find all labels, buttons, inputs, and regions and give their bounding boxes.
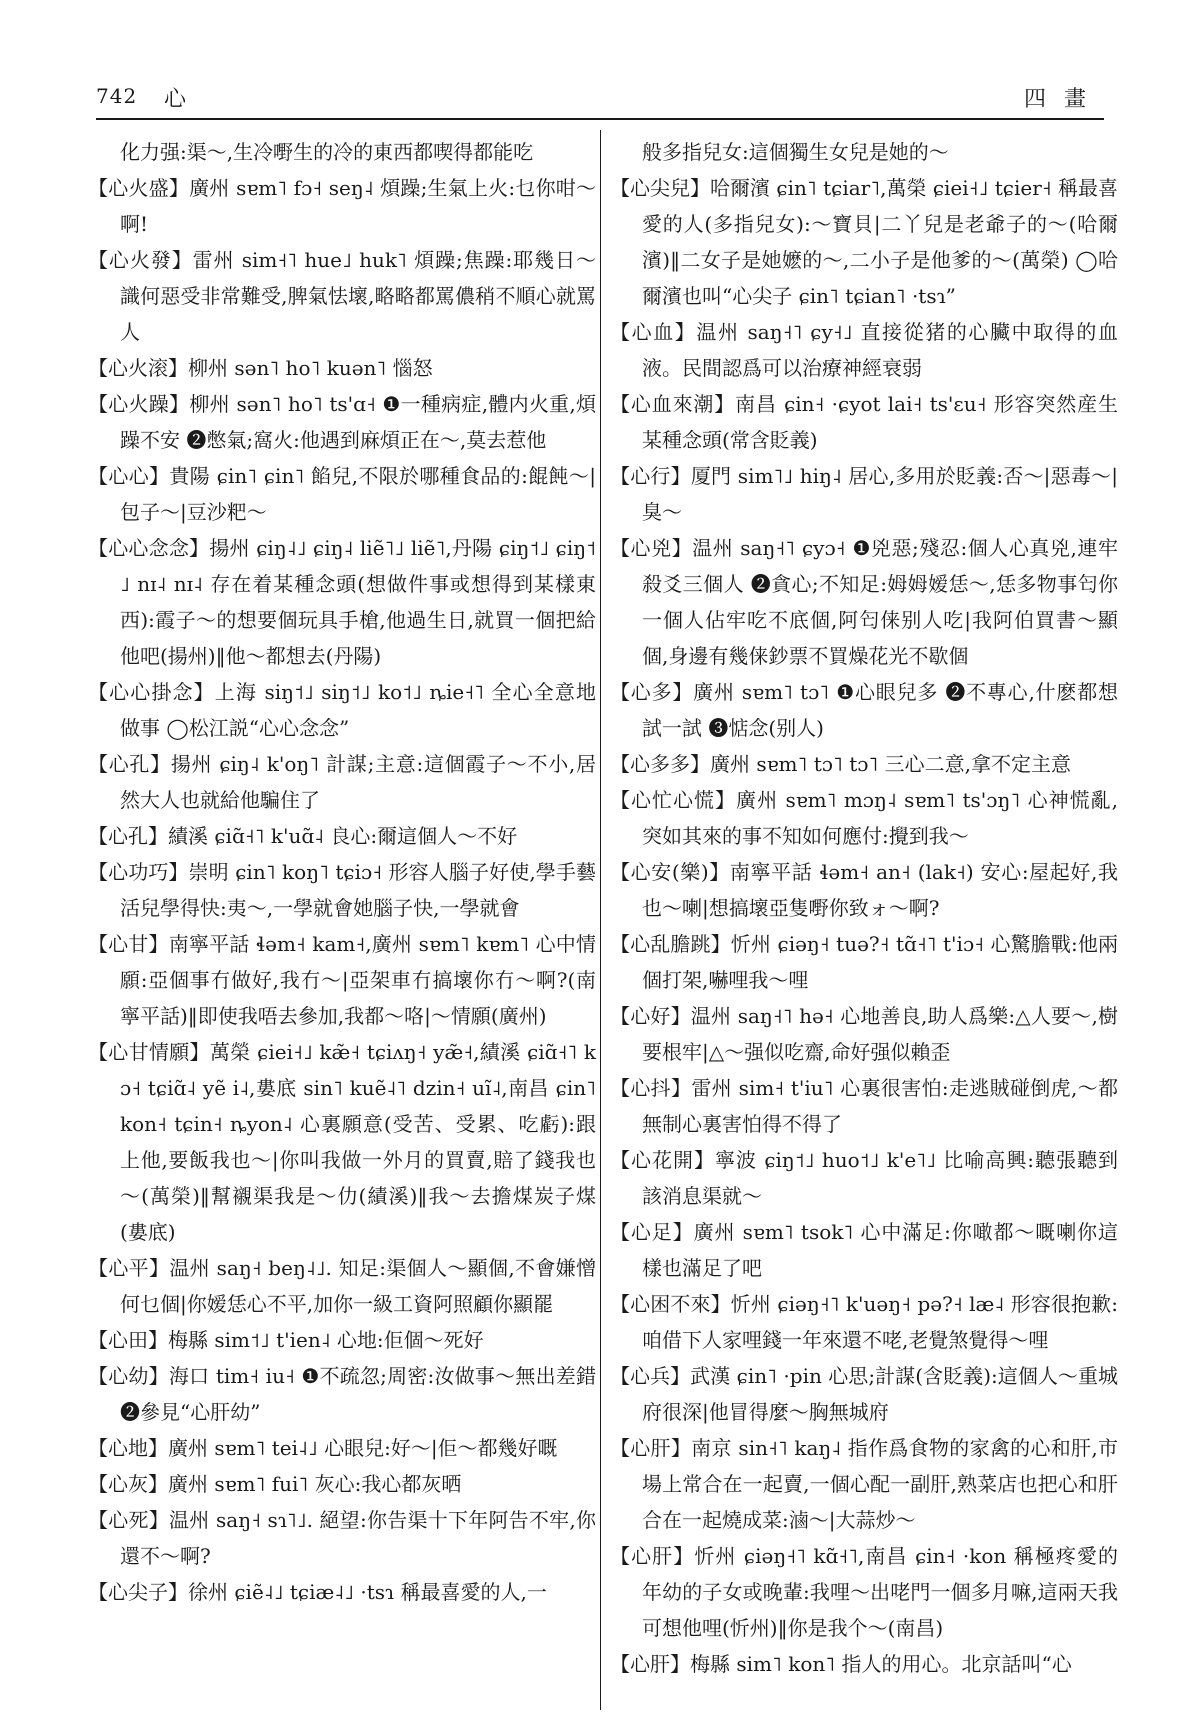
dictionary-entry: 【心肝】南京 sin˧˥ kaŋ˨ 指作爲食物的家禽的心和肝,市場上常合在一起賣,一個心配一副肝,熟菜店也把心和肝合在一起燒成菜:滷～|大蒜炒～	[610, 1436, 1118, 1532]
dictionary-entry: 【心尖兒】哈爾濱 ɕin˥ tɕiar˥,萬榮 ɕiei˧˩ tɕier˧ 稱最喜愛的人(多指兒女):～寶貝|二丫兒是老爺子的～(哈爾濱)‖二女子是她嬷的～,二小子是他爹的～(萬榮) ◯哈爾濱也叫“心尖子 ɕin˥ tɕian˥ ·tsɿ”	[610, 176, 1118, 308]
dictionary-entry: 【心多多】廣州 sɐm˥ tɔ˥ tɔ˥ 三心二意,拿不定主意	[610, 752, 1072, 776]
dictionary-entry: 般多指兒女:這個獨生女兒是她的～	[642, 140, 949, 164]
dictionary-entry: 【心肝】忻州 ɕiəŋ˧˥ kɑ̃˧˥,南昌 ɕin˧ ·kon 稱極疼愛的年幼的子女或晚輩:我哩～出咾門一個多月嘛,這兩天我可想他哩(忻州)‖你是我个～(南昌)	[610, 1544, 1118, 1640]
dictionary-entry: 【心抖】雷州 sim˧ t'iu˥ 心裏很害怕:走逃賊碰倒虎,～都無制心裏害怕得不得了	[610, 1076, 1118, 1136]
dictionary-entry: 【心忙心慌】廣州 sɐm˥ mɔŋ˨ sɐm˥ ts'ɔŋ˥ 心神慌亂,突如其來的事不知如何應付:攪到我～	[610, 788, 1118, 848]
dictionary-entry: 【心兇】温州 saŋ˧˥ ɕyɔ˧ ❶兇惡;殘忍:個人心真兇,連牢殺爻三個人 ❷貪心;不知足:姆姆嫒恁～,恁多物事匄你一個人佔牢吃不底個,阿匄俫别人吃|我阿伯買書～顯個,身邊有幾俫鈔票不買燥花光不歇個	[610, 536, 1118, 668]
dictionary-entry: 【心功巧】崇明 ɕin˥ koŋ˥ tɕiɔ˧ 形容人腦子好使,學手藝活兒學得快:夷～,一學就會她腦子快,一學就會	[88, 860, 596, 920]
dictionary-entry: 【心灰】廣州 sɐm˥ fui˥ 灰心:我心都灰晒	[88, 1472, 462, 1496]
column-divider	[600, 130, 601, 1710]
dictionary-entry: 【心乱膽跳】忻州 ɕiəŋ˧ tuə?˧ tɑ̃˧˥ t'iɔ˧ 心驚膽戰:他兩個打架,嚇哩我～哩	[610, 932, 1118, 992]
dictionary-entry: 【心困不來】忻州 ɕiəŋ˧˥ k'uəŋ˧ pə?˧ læ˨ 形容很抱歉:咱借下人家哩錢一年來還不咾,老覺煞覺得～哩	[610, 1292, 1118, 1352]
dictionary-entry: 【心安(樂)】南寧平話 ɬəm˧ an˧ (lak˧) 安心:屋起好,我也～喇|想搞壞亞隻嘢你致ォ～啊?	[610, 860, 1118, 920]
dictionary-entry: 【心肝】梅縣 sim˥ kon˥ 指人的用心。北京話叫“心	[610, 1652, 1072, 1676]
right-column	[610, 134, 1118, 1682]
dictionary-entry: 【心地】廣州 sɐm˥ tei˨˩ 心眼兒:好～|佢～都幾好嘅	[88, 1436, 558, 1460]
dictionary-entry: 【心血】温州 saŋ˧˥ ɕy˧˩ 直接從猪的心臟中取得的血液。民間認爲可以治療神經衰弱	[610, 320, 1118, 380]
dictionary-entry: 【心血來潮】南昌 ɕin˧ ·ɕyot lai˧ ts'ɛu˧ 形容突然産生某種念頭(常含貶義)	[610, 392, 1118, 452]
dictionary-entry: 【心心念念】揚州 ɕiŋ˨˩ ɕiŋ˨ liẽ˥˩ liẽ˥,丹陽 ɕiŋ˦˩ ɕiŋ˦˩ nɪ˨ nɪ˨ 存在着某種念頭(想做件事或想得到某樣東西):霞子～的想要個玩具手槍,他過生日,就買一個把給他吧(揚州)‖他～都想去(丹陽)	[88, 536, 596, 668]
section-title: 四畫	[1023, 87, 1104, 112]
dictionary-entry: 【心火滚】柳州 sən˥ ho˥ kuən˥ 惱怒	[88, 356, 433, 380]
dictionary-entry: 【心心】貴陽 ɕin˥ ɕin˥ 餡兒,不限於哪種食品的:餛飩～|包子～|豆沙粑～	[88, 464, 596, 524]
page-number: 742	[96, 84, 138, 108]
page-header	[96, 78, 1104, 118]
left-column	[88, 134, 596, 1610]
dictionary-entry: 【心花開】寧波 ɕiŋ˦˩ huo˦˩ k'e˥˩ 比喻高興:聽張聽到該消息渠就～	[610, 1148, 1118, 1208]
dictionary-entry: 【心火盛】廣州 sɐm˥ fɔ˧ seŋ˨ 煩躁;生氣上火:乜你咁～啊!	[88, 176, 596, 236]
dictionary-entry: 【心足】廣州 sɐm˥ tsok˥ 心中滿足:你噉都～嘅喇你這樣也滿足了吧	[610, 1220, 1118, 1280]
dictionary-entry: 【心平】温州 saŋ˧ beŋ˨˩. 知足:渠個人～顯個,不會嫌憎何乜個|你嫒恁心不平,加你一級工資阿照顧你顯罷	[88, 1256, 596, 1316]
dictionary-entry: 【心甘情願】萬榮 ɕiei˧˩ kæ̃˧ tɕiʌŋ˧ yæ̃˧,績溪 ɕiɑ̃˧˥ kɔ˧ tɕiɑ̃˨ yẽ i˨,婁底 sin˥ kuẽ˨˥ dzin˧ uĩ˨,南昌 ɕin˥ kon˧ tɕin˧ ȵyon˨ 心裏願意(受苦、受累、吃虧):跟上他,要飯我也～|你叫我做一外月的買賣,賠了錢我也～(萬榮)‖幫襯渠我是～仂(績溪)‖我～去擔煤炭子煤(婁底)	[88, 1040, 596, 1244]
dictionary-entry: 【心心掛念】上海 siŋ˦˩ siŋ˦˩ ko˦˩ ȵie˧˥ 全心全意地做事 ◯松江説“心心念念”	[88, 680, 596, 740]
dictionary-entry: 【心孔】揚州 ɕiŋ˨ k'oŋ˥ 計謀;主意:這個霞子～不小,居然大人也就給他騙住了	[88, 752, 596, 812]
dictionary-entry: 【心多】廣州 sɐm˥ tɔ˥ ❶心眼兒多 ❷不專心,什麽都想試一試 ❸惦念(别人)	[610, 680, 1118, 740]
dictionary-entry: 【心好】温州 saŋ˧˥ hə˧ 心地善良,助人爲樂:△人要～,樹要根牢|△～强似吃齋,命好强似賴歪	[610, 1004, 1118, 1064]
dictionary-entry: 【心火發】雷州 sim˧˥ hue˩ huk˥ 煩躁;焦躁:耶幾日～識何惡受非常難受,脾氣怯壞,略略都罵儂稍不順心就罵人	[88, 248, 596, 344]
dictionary-entry: 【心尖子】徐州 ɕiẽ˨˩ tɕiæ˨˩ ·tsɿ 稱最喜愛的人,一	[88, 1580, 547, 1604]
dictionary-entry: 【心孔】績溪 ɕiɑ̃˧˥ k'uɑ̃˨ 良心:爾這個人～不好	[88, 824, 518, 848]
dictionary-entry: 【心兵】武漢 ɕin˥ ·pin 心思;計謀(含貶義):這個人～重城府很深|他冒得麼～胸無城府	[610, 1364, 1118, 1424]
dictionary-entry: 【心火躁】柳州 sən˥ ho˥ ts'ɑ˧ ❶一種病症,體内火重,煩躁不安 ❷憋氣;窩火:他遇到麻煩正在～,莫去惹他	[88, 392, 596, 452]
dictionary-entry: 【心幼】海口 tim˧ iu˧ ❶不疏忽;周密:汝做事～無出差錯 ❷參見“心肝幼”	[88, 1364, 596, 1424]
dictionary-entry: 【心死】温州 saŋ˧ sɿ˥˩. 絕望:你告渠十下年阿告不牢,你還不～啊?	[88, 1508, 596, 1568]
header-rule	[96, 118, 1104, 120]
dictionary-entry: 【心田】梅縣 sim˦˩ t'ien˨ 心地:佢個～死好	[88, 1328, 484, 1352]
dictionary-entry: 【心甘】南寧平話 ɬəm˧ kam˧,廣州 sɐm˥ kɐm˥ 心中情願:亞個事冇做好,我冇～|亞架車冇搞壞你冇～啊?(南寧平話)‖即使我唔去參加,我都～咯|～情願(廣州)	[88, 932, 596, 1028]
dictionary-entry: 化力强:渠～,生冷嘢生的冷的東西都喫得都能吃	[120, 140, 534, 164]
head-character: 心	[164, 87, 187, 112]
dictionary-entry: 【心行】厦門 sim˥˩ hiŋ˨ 居心,多用於貶義:否～|惡毒～|臭～	[610, 464, 1118, 524]
